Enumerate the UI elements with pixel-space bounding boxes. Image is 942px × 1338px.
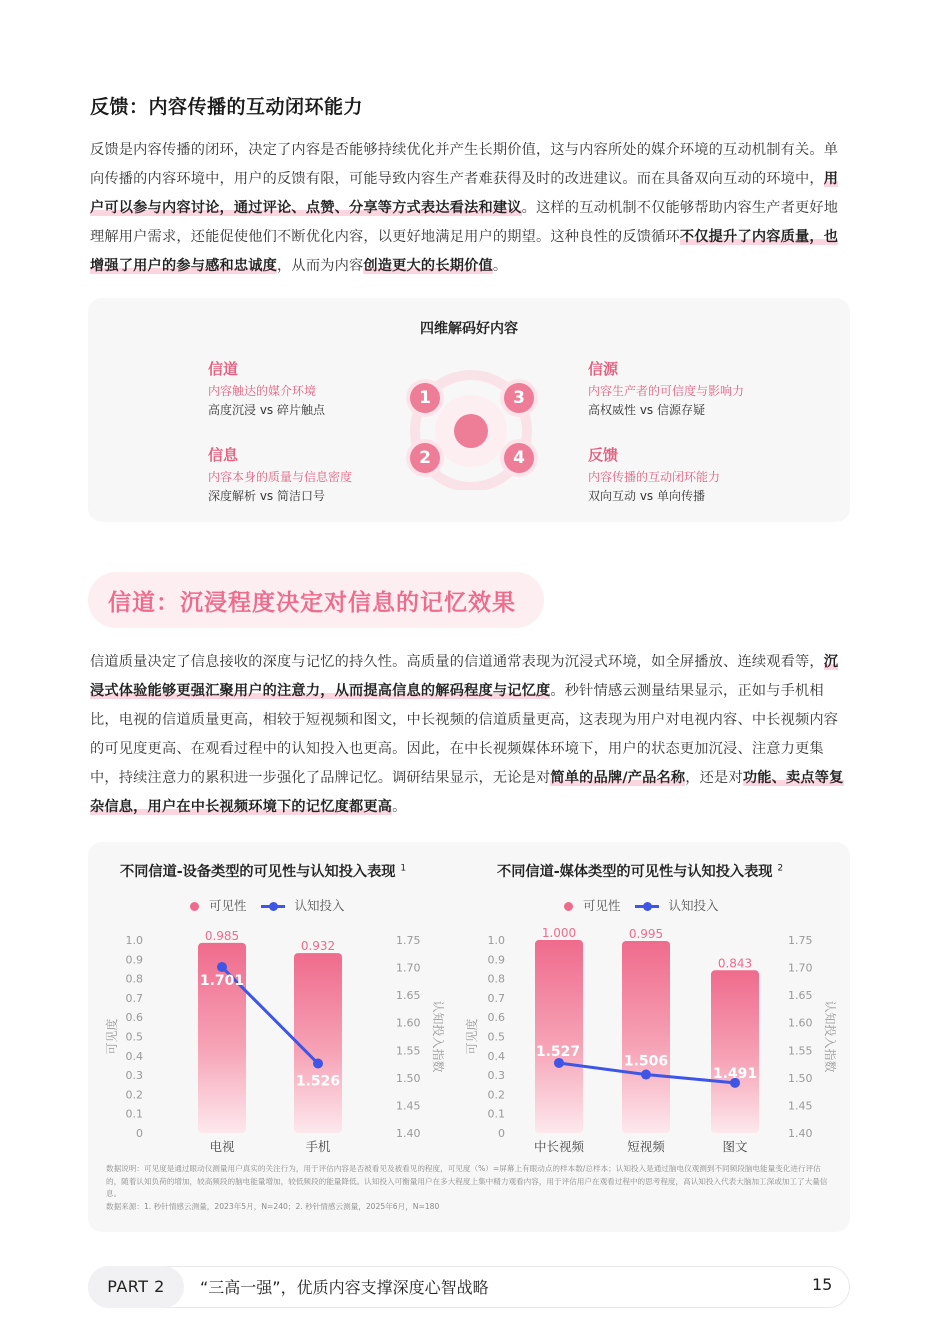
y-axis-label: 可见度 [105, 1018, 119, 1055]
chart-2 [464, 920, 844, 1160]
chart-1-title-text: 不同信道-设备类型的可见性与认知投入表现 [120, 864, 396, 880]
quad-compare: 深度解析 vs 简洁口号 [208, 489, 325, 503]
quad-name: 信道 [208, 360, 239, 378]
center-dot [454, 414, 488, 448]
quad-item-source [588, 358, 744, 420]
legend-line-label: 认知投入 [294, 898, 345, 913]
data-note-description: 数据说明：可见度是通过眼动仪测量用户真实的关注行为，用于评估内容是否被看见及被看见的程度，可见度（%）=屏幕上有眼动点的样本数/总样本；认知投入是通过脑电仪观测到不同频段脑电能量变化进行评估的，随着认知负荷的增加，较高频段的脑电能量增加，较低频段的能量降低。认知投入可衡量用户在多大程度上集中精力观看内容，用于评估用户在观看过程中的思考程度，高认知投入代表大脑加工深或加工了大量信息。 [106, 1164, 828, 1198]
quad-name: 信源 [588, 360, 619, 378]
y2-tick-label: 1.40 [788, 1127, 813, 1140]
text: 。秒针情感云测量结果显示，正如与手机相比，电视的信道质量更高，相较于短视频和图文，中长视频的信道质量更高，这表现为用户对电视内容、中长视频内容的可见度更高、在观看过程中的认知投入也更高。因此，在中长视频媒体环境下，用户的状态更加沉浸、注意力更集中，持续注意力的累积进一步强化了品牌记忆。调研结果显示，无论是对 [90, 683, 839, 786]
quad-desc: 内容传播的互动闭环能力 [588, 470, 721, 484]
y-tick-label: 1.0 [125, 934, 143, 947]
y2-tick-label: 1.75 [396, 934, 421, 947]
quad-item-info [208, 444, 352, 506]
text: 。 [492, 258, 508, 274]
chart-2-footnote-mark: 2 [777, 863, 784, 874]
y-tick-label: 0.4 [125, 1049, 143, 1063]
highlight: 功能、卖点等复杂信息，用户在中长视频环境下的记忆度都更高 [90, 770, 844, 815]
highlight: 不仅提升了内容质量，也增强了用户的参与感和忠诚度 [90, 229, 839, 274]
highlight: 沉浸式体验能够更强汇聚用户的注意力，从而提高信息的解码程度与记忆度 [90, 654, 839, 699]
y2-axis-label: 认知投入指数 [431, 1000, 445, 1073]
x-tick-label: 手机 [305, 1139, 331, 1154]
quad-compare: 高权威性 vs 信源存疑 [588, 403, 705, 417]
y-tick-label: 0.3 [125, 1069, 143, 1083]
line-value-label: 1.506 [623, 1053, 669, 1070]
four-dimension-card [88, 298, 850, 522]
section-heading: 反馈：内容传播的互动闭环能力 [90, 96, 364, 118]
chart-2-title [497, 861, 783, 881]
chart-1 [96, 920, 456, 1160]
y2-tick-label: 1.45 [788, 1099, 813, 1113]
x-tick-label: 短视频 [627, 1139, 665, 1154]
y2-tick-label: 1.70 [396, 961, 421, 975]
legend-bar-label: 可见性 [583, 898, 621, 913]
y-tick-label: 0.1 [487, 1107, 505, 1121]
chart-2-legend [564, 896, 719, 914]
line-point [313, 1059, 323, 1069]
line-point [217, 962, 227, 972]
y-tick-label: 1.0 [487, 934, 505, 947]
y-tick-label: 0.3 [487, 1069, 505, 1083]
y2-tick-label: 1.60 [396, 1016, 421, 1030]
x-tick-label: 电视 [209, 1139, 235, 1154]
y2-axis-label: 认知投入指数 [823, 1000, 837, 1073]
badge-4: 4 [504, 443, 534, 473]
y2-tick-label: 1.65 [396, 989, 421, 1003]
card-title: 四维解码好内容 [420, 321, 518, 337]
chart-1-footnote-mark: 1 [400, 863, 407, 874]
chart-2-title-text: 不同信道-媒体类型的可见性与认知投入表现 [497, 864, 773, 880]
chart-1-title [120, 861, 406, 881]
quad-name: 反馈 [588, 446, 619, 464]
y-tick-label: 0.7 [487, 991, 505, 1005]
y-tick-label: 0.5 [125, 1030, 143, 1044]
y2-tick-label: 1.50 [788, 1071, 813, 1085]
quad-name: 信息 [208, 446, 239, 464]
x-tick-label: 中长视频 [533, 1139, 585, 1154]
legend-line [261, 905, 285, 908]
legend-bar-label: 可见性 [209, 898, 247, 913]
quad-desc: 内容本身的质量与信息密度 [208, 470, 353, 484]
bar-value-label: 1.000 [541, 926, 577, 940]
legend-line-label: 认知投入 [668, 898, 719, 913]
line-value-label: 1.526 [295, 1073, 341, 1090]
badge-3: 3 [504, 383, 534, 413]
y2-tick-label: 1.50 [396, 1071, 421, 1085]
badge-1: 1 [410, 383, 440, 413]
y-tick-label: 0.1 [125, 1107, 143, 1121]
bar-value-label: 0.985 [204, 928, 240, 943]
y-tick-label: 0.6 [487, 1011, 505, 1025]
y2-tick-label: 1.60 [788, 1016, 813, 1030]
footer-title: “三高一强”，优质内容支撑深度心智战略 [200, 1278, 489, 1297]
y-tick-label: 0.6 [125, 1011, 143, 1025]
quad-desc: 内容触达的媒介环境 [208, 384, 317, 398]
bar [622, 941, 670, 1133]
y-tick-label: 0 [498, 1127, 505, 1140]
footer-part-label: PART 2 [88, 1266, 184, 1308]
bar-value-label: 0.843 [717, 956, 753, 971]
text: 。这样的互动机制不仅能够帮助内容生产者更好地理解用户需求，还能促使他们不断优化内容，以更好地满足用户的期望。这种良性的反馈循环 [90, 200, 839, 245]
quad-desc: 内容生产者的可信度与影响力 [588, 384, 745, 398]
quad-compare: 双向互动 vs 单向传播 [588, 489, 705, 503]
highlight: 用户可以参与内容讨论，通过评论、点赞、分享等方式表达看法和建议 [90, 171, 839, 216]
y2-tick-label: 1.45 [396, 1099, 421, 1113]
y2-tick-label: 1.70 [788, 961, 813, 975]
data-notes [106, 1163, 832, 1213]
line-point [641, 1070, 651, 1080]
chart-1-legend [190, 896, 345, 914]
page-number: 15 [812, 1275, 833, 1294]
y2-tick-label: 1.55 [396, 1044, 421, 1058]
y2-tick-label: 1.55 [788, 1044, 813, 1058]
quad-item-feedback [588, 444, 720, 506]
y-tick-label: 0.2 [487, 1088, 505, 1102]
paragraph-channel [90, 648, 850, 822]
y-tick-label: 0.4 [487, 1049, 505, 1063]
bar [294, 953, 342, 1133]
y-tick-label: 0.8 [125, 972, 143, 986]
legend-line [635, 905, 659, 908]
y-tick-label: 0 [136, 1127, 143, 1140]
y2-tick-label: 1.75 [788, 934, 813, 947]
bar-value-label: 0.932 [300, 939, 336, 954]
y-tick-label: 0.5 [487, 1030, 505, 1044]
y-tick-label: 0.2 [125, 1088, 143, 1102]
legend-dot [190, 902, 199, 911]
bar-value-label: 0.995 [628, 926, 664, 941]
text: 。 [392, 799, 407, 815]
line-value-label: 1.491 [712, 1065, 758, 1082]
y-tick-label: 0.9 [125, 953, 143, 967]
y-tick-label: 0.7 [125, 991, 143, 1005]
data-note-source: 数据来源：1. 秒针情感云测量，2023年5月，N=240；2. 秒针情感云测量，2025年6月，N=180 [106, 1201, 440, 1211]
quad-compare: 高度沉浸 vs 碎片触点 [208, 403, 325, 417]
bar [535, 940, 583, 1133]
quad-item-channel [208, 358, 325, 420]
line-value-label: 1.701 [199, 973, 245, 990]
badge-2: 2 [410, 443, 440, 473]
y-axis-label: 可见度 [465, 1018, 479, 1055]
legend-dot [564, 902, 573, 911]
y-tick-label: 0.8 [487, 972, 505, 986]
highlight: 简单的品牌/产品名称 [550, 770, 686, 786]
line-value-label: 1.527 [535, 1043, 581, 1060]
y2-tick-label: 1.40 [396, 1127, 421, 1140]
text: ，从而为内容 [277, 258, 364, 274]
y2-tick-label: 1.65 [788, 989, 813, 1003]
x-tick-label: 图文 [722, 1139, 748, 1154]
paragraph-feedback [90, 136, 850, 281]
section-title: 信道：沉浸程度决定对信息的记忆效果 [108, 590, 516, 616]
text: 信道质量决定了信息接收的深度与记忆的持久性。高质量的信道通常表现为沉浸式环境，如全屏播放、连续观看等， [90, 654, 824, 670]
text: 反馈是内容传播的闭环，决定了内容是否能够持续优化并产生长期价值，这与内容所处的媒介环境的互动机制有关。单向传播的内容环境中，用户的反馈有限，可能导致内容生产者难获得及时的改进建议。而在具备双向互动的环境中， [90, 142, 839, 187]
text: ，还是对 [685, 770, 743, 786]
y-tick-label: 0.9 [487, 953, 505, 967]
highlight: 创造更大的长期价值 [363, 258, 493, 274]
bar [711, 970, 759, 1133]
